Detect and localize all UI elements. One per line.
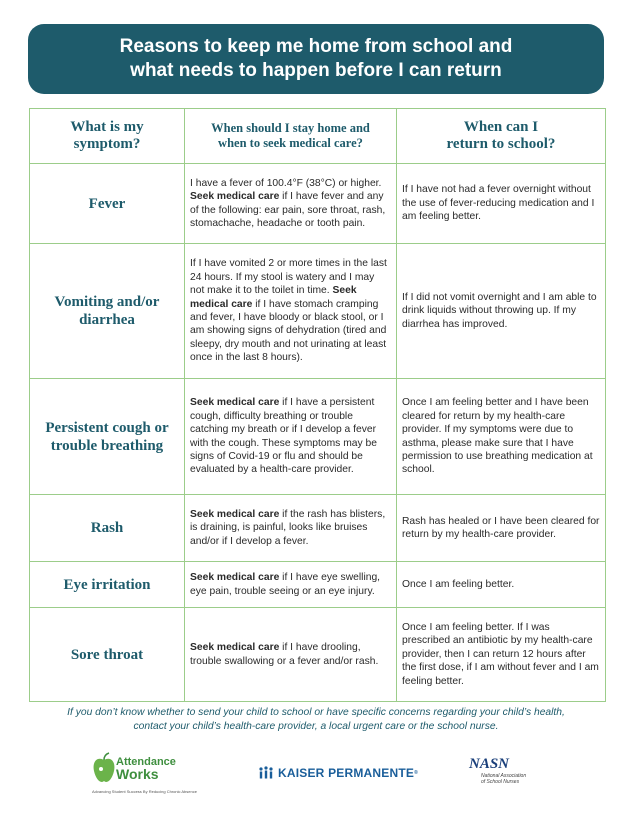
- symptom-table: [29, 108, 606, 702]
- kaiser-permanente-logo: KAISER PERMANENTE ®: [258, 766, 418, 780]
- seek-care-label: Seek medical care: [190, 642, 280, 654]
- table-row-eye: [30, 562, 606, 608]
- table-row-fever: [30, 164, 606, 244]
- symptom-cell: Vomiting and/or diarrhea: [30, 244, 185, 379]
- table-row-rash: [30, 495, 606, 562]
- nasn-logo: NASN National Association of School Nurses: [469, 756, 527, 785]
- title-line-1: Reasons to keep me home from school and: [119, 36, 513, 57]
- seek-care-label: Seek medical care: [190, 508, 280, 520]
- stay-home-cell: If I have vomited 2 or more times in the last 24 hours. If my stool is watery and I may not make it to the toilet in time. Seek medical care if I have stomach cramping and fever, I have bloody or black stool, or I am showing signs of dehydration (tired and sleepy, dry mouth and not urinating at least once in the last 8 hours).: [185, 244, 397, 379]
- table-row-sore-throat: [30, 608, 606, 702]
- seek-care-label: Seek medical care: [190, 572, 280, 584]
- symptom-cell: Eye irritation: [30, 562, 185, 608]
- stay-home-cell: Seek medical care if the rash has blisters, is draining, is painful, looks like bruises and/or if I develop a fever.: [185, 495, 397, 562]
- title-banner: [28, 24, 604, 94]
- stay-home-cell: Seek medical care if I have a persistent cough, difficulty breathing or trouble catching my breath or if I develop a fever with the cough. These symptoms may be signs of Covid-19 or flu and should be evaluated by a health-care provider.: [185, 379, 397, 495]
- attendance-works-logo: Attendance Works Advancing Student Success By Reducing Chronic Absence: [92, 752, 202, 796]
- symptom-cell: Fever: [30, 164, 185, 244]
- header-row: [30, 109, 606, 164]
- symptom-cell: Rash: [30, 495, 185, 562]
- return-cell: Once I am feeling better.: [397, 562, 606, 608]
- seek-care-label: Seek medical care: [190, 191, 280, 203]
- apple-icon: [92, 752, 116, 786]
- kaiser-people-icon: [258, 766, 274, 780]
- table-row-cough: [30, 379, 606, 495]
- stay-home-cell: Seek medical care if I have drooling, trouble swallowing or a fever and/or rash.: [185, 608, 397, 702]
- stay-home-cell: Seek medical care if I have eye swelling, eye pain, trouble seeing or an eye injury.: [185, 562, 397, 608]
- return-cell: Rash has healed or I have been cleared for return by my health-care provider.: [397, 495, 606, 562]
- return-cell: If I have not had a fever overnight without the use of fever-reducing medication and I am feeling better.: [397, 164, 606, 244]
- footnote: If you don’t know whether to send your child to school or have specific concerns regarding your child’s health, contact your child’s health-care provider, a local urgent care or the school nurse.: [67, 707, 565, 732]
- symptom-cell: Persistent cough or trouble breathing: [30, 379, 185, 495]
- return-cell: If I did not vomit overnight and I am able to drink liquids without throwing up. If my diarrhea has improved.: [397, 244, 606, 379]
- header-stay-home: When should I stay home and when to seek medical care?: [185, 109, 397, 164]
- title-line-2: what needs to happen before I can return: [130, 60, 502, 81]
- seek-care-label: Seek medical care: [190, 285, 357, 310]
- return-cell: Once I am feeling better. If I was prescribed an antibiotic by my health-care provider, then I can return 12 hours after the first dose, if I am without fever and I am feeling better.: [397, 608, 606, 702]
- stay-home-cell: I have a fever of 100.4°F (38°C) or higher. Seek medical care if I have fever and any of the following: ear pain, sore throat, rash, stomachache, headache or tooth pain.: [185, 164, 397, 244]
- header-symptom: What is my symptom?: [30, 109, 185, 164]
- table-row-vomiting: [30, 244, 606, 379]
- header-return: When can I return to school?: [397, 109, 606, 164]
- return-cell: Once I am feeling better and I have been cleared for return by my health-care provider. If my symptoms were due to asthma, please make sure that I have permission to use breathing medication at school.: [397, 379, 606, 495]
- seek-care-label: Seek medical care: [190, 397, 280, 409]
- symptom-cell: Sore throat: [30, 608, 185, 702]
